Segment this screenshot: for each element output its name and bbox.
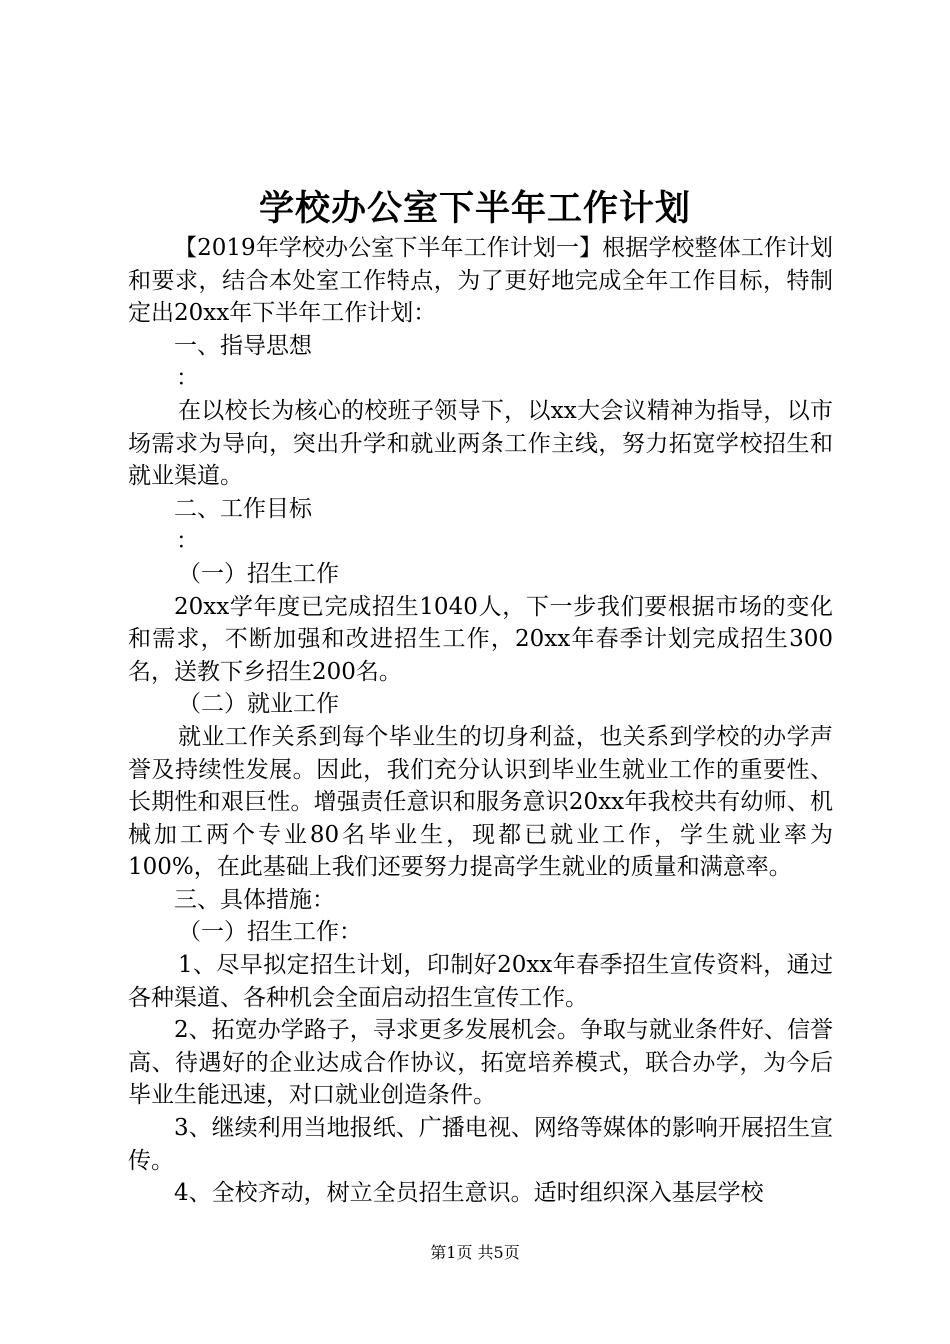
enrollment-paragraph: 20xx学年度已完成招生1040人，下一步我们要根据市场的变化和需求，不断加强和改进招生工作，20xx年春季计划完成招生300名，送教下乡招生200名。 (128, 593, 833, 685)
measure-item-1: 1、尽早拟定招生计划，印制好20xx年春季招生宣传资料，通过各种渠道、各种机会全面启动招生宣传工作。 (128, 952, 833, 1011)
colon-line: ： (176, 365, 199, 392)
measure-item-4: 4、全校齐动，树立全员招生意识。适时组织深入基层学校 (174, 1180, 764, 1207)
document-body (128, 232, 833, 1210)
intro-paragraph: 【2019年学校办公室下半年工作计划一】根据学校整体工作计划和要求，结合本处室工作特点，为了更好地完成全年工作目标，特制定出20xx年下半年工作计划： (128, 235, 833, 327)
document-title: 学校办公室下半年工作计划 (258, 188, 691, 229)
section-heading-work-goals: 二、工作目标 (174, 495, 312, 522)
colon-line: ： (176, 528, 199, 555)
page-footer: 第1页 共5页 (430, 1243, 520, 1262)
subheading-employment: （二）就业工作 (178, 691, 339, 718)
section-heading-guiding-thought: 一、指导思想 (174, 332, 312, 359)
subheading-enrollment-work: （一）招生工作： (178, 919, 362, 946)
guiding-thought-paragraph: 在以校长为核心的校班子领导下，以xx大会议精神为指导，以市场需求为导向，突出升学和就业两条工作主线，努力拓宽学校招生和就业渠道。 (128, 397, 833, 490)
measure-item-2: 2、拓宽办学路子，寻求更多发展机会。争取与就业条件好、信誉高、待遇好的企业达成合作协议，拓宽培养模式，联合办学，为今后毕业生能迅速，对口就业创造条件。 (128, 1017, 833, 1109)
measure-item-3: 3、继续利用当地报纸、广播电视、网络等媒体的影响开展招生宣传。 (128, 1115, 833, 1174)
subheading-enrollment: （一）招生工作 (178, 560, 339, 587)
section-heading-measures: 三、具体措施： (174, 886, 335, 913)
employment-paragraph: 就业工作关系到每个毕业生的切身利益，也关系到学校的办学声誉及持续性发展。因此，我们充分认识到毕业生就业工作的重要性、长期性和艰巨性。增强责任意识和服务意识20xx年我校共有幼师、机械加工两个专业80名毕业生，现都已就业工作，学生就业率为100%，在此基础上我们还要努力提高学生就业的质量和满意率。 (128, 723, 833, 881)
